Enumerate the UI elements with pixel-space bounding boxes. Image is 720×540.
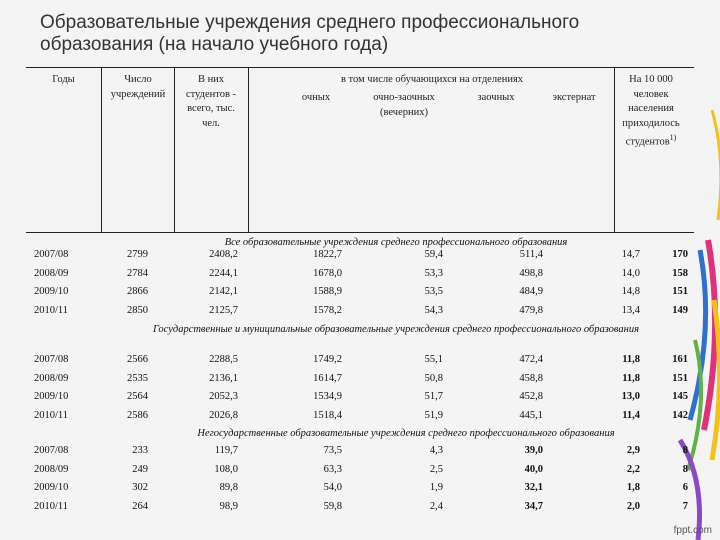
cell-correspondence: 484,9 — [519, 286, 543, 297]
cell-daytime: 1749,2 — [313, 354, 342, 365]
table-row — [26, 501, 698, 519]
cell-institutions: 2850 — [127, 304, 148, 316]
cell-evening: 55,1 — [424, 354, 443, 365]
header-correspondence: заочных — [477, 92, 515, 103]
cell-evening: 4,3 — [429, 445, 443, 456]
cell-daytime: 1588,9 — [313, 286, 342, 297]
col-divider — [614, 67, 615, 232]
cell-external: 2,2 — [626, 463, 640, 475]
table-row — [26, 445, 698, 463]
cell-external: 13,4 — [621, 304, 640, 316]
col-divider — [174, 67, 175, 232]
cell-evening: 2,4 — [429, 500, 443, 512]
table-row — [26, 305, 698, 323]
cell-daytime: 1678,0 — [313, 267, 342, 279]
cell-correspondence: 34,7 — [524, 500, 543, 512]
cell-evening: 53,5 — [424, 286, 443, 297]
col-divider — [101, 67, 102, 232]
footer-brand: fppt.com — [673, 525, 712, 536]
cell-external: 13,0 — [621, 391, 640, 402]
cell-correspondence: 479,8 — [519, 304, 543, 316]
cell-daytime: 1614,7 — [313, 372, 342, 384]
cell-evening: 54,3 — [424, 304, 443, 316]
cell-per-10000: 151 — [672, 372, 688, 384]
cell-external: 1,8 — [626, 482, 640, 493]
cell-daytime: 54,0 — [323, 482, 342, 493]
cell-evening: 51,7 — [424, 391, 443, 402]
cell-per-10000: 8 — [682, 445, 688, 456]
cell-per-10000: 170 — [672, 249, 688, 260]
cell-external: 2,0 — [626, 500, 640, 512]
header-per-10000-text: На 10 000 человек населения приходилось студентов — [622, 74, 680, 148]
cell-correspondence: 39,0 — [524, 445, 543, 456]
table-row — [26, 410, 698, 428]
section-title: Все образовательные учреждения среднего профессионального образования — [224, 237, 568, 248]
cell-external: 11,4 — [622, 409, 640, 421]
cell-per-10000: 158 — [672, 267, 688, 279]
table-row — [26, 482, 698, 500]
cell-daytime: 73,5 — [323, 445, 342, 456]
header-years: Годы — [52, 74, 75, 85]
cell-correspondence: 458,8 — [519, 372, 543, 384]
section-title: Государственные и муниципальные образовательные учреждения среднего профессионального образования — [152, 324, 639, 335]
header-per-10000 — [616, 73, 686, 150]
footnote-marker: 1) — [669, 133, 677, 142]
cell-institutions: 264 — [132, 500, 148, 512]
table-row — [26, 249, 698, 267]
cell-institutions: 2535 — [127, 372, 148, 384]
section-title: Негосударственные образовательные учреждения среднего профессионального образования — [197, 428, 615, 439]
cell-students-total: 2052,3 — [209, 391, 238, 402]
cell-students-total: 2244,1 — [209, 267, 238, 279]
header-institutions: Число учреждений — [110, 74, 166, 100]
cell-per-10000: 7 — [682, 500, 688, 512]
cell-institutions: 233 — [132, 445, 148, 456]
cell-per-10000: 161 — [672, 354, 688, 365]
cell-students-total: 2026,8 — [209, 409, 238, 421]
cell-per-10000: 142 — [672, 409, 688, 421]
cell-per-10000: 151 — [672, 286, 688, 297]
table-row — [26, 373, 698, 391]
cell-students-total: 98,9 — [219, 500, 238, 512]
header-incl-group: в том числе обучающихся на отделениях — [340, 74, 524, 85]
cell-students-total: 2136,1 — [209, 372, 238, 384]
header-daytime: очных — [301, 92, 331, 103]
cell-year: 2007/08 — [34, 249, 69, 260]
cell-correspondence: 511,4 — [519, 249, 543, 260]
cell-institutions: 302 — [132, 482, 148, 493]
cell-daytime: 59,8 — [323, 500, 342, 512]
cell-year: 2008/09 — [34, 463, 69, 475]
cell-institutions: 2566 — [127, 354, 148, 365]
cell-year: 2009/10 — [34, 286, 69, 297]
cell-evening: 53,3 — [424, 267, 443, 279]
cell-external: 11,8 — [622, 372, 640, 384]
cell-students-total: 2125,7 — [209, 304, 238, 316]
cell-year: 2010/11 — [34, 409, 69, 421]
cell-evening: 59,4 — [424, 249, 443, 260]
cell-institutions: 2866 — [127, 286, 148, 297]
cell-correspondence: 32,1 — [524, 482, 543, 493]
cell-students-total: 89,8 — [219, 482, 238, 493]
cell-correspondence: 445,1 — [519, 409, 543, 421]
cell-per-10000: 8 — [682, 463, 688, 475]
cell-evening: 1,9 — [429, 482, 443, 493]
table-row — [26, 464, 698, 482]
cell-daytime: 63,3 — [323, 463, 342, 475]
cell-year: 2009/10 — [34, 482, 69, 493]
table-top-rule — [26, 67, 694, 68]
cell-institutions: 2799 — [127, 249, 148, 260]
cell-evening: 51,9 — [424, 409, 443, 421]
cell-year: 2010/11 — [34, 304, 69, 316]
cell-daytime: 1822,7 — [313, 249, 342, 260]
cell-institutions: 2784 — [127, 267, 148, 279]
header-external: экстернат — [552, 92, 596, 103]
statistics-table — [26, 67, 698, 515]
cell-correspondence: 472,4 — [519, 354, 543, 365]
col-divider — [248, 67, 249, 232]
cell-external: 14,7 — [621, 249, 640, 260]
cell-external: 11,8 — [622, 354, 640, 365]
cell-external: 14,8 — [621, 286, 640, 297]
table-row — [26, 391, 698, 409]
header-students-total: В них студентов - всего, тыс. чел. — [185, 74, 237, 129]
cell-per-10000: 145 — [672, 391, 688, 402]
cell-students-total: 2408,2 — [209, 249, 238, 260]
cell-per-10000: 6 — [682, 482, 688, 493]
slide-title: Образовательные учреждения среднего профессионального образования (на начало учебного года) — [40, 12, 580, 55]
cell-daytime: 1534,9 — [313, 391, 342, 402]
cell-year: 2009/10 — [34, 391, 69, 402]
cell-students-total: 2288,5 — [209, 354, 238, 365]
cell-students-total: 119,7 — [214, 445, 238, 456]
cell-correspondence: 498,8 — [519, 267, 543, 279]
cell-institutions: 2564 — [127, 391, 148, 402]
cell-correspondence: 40,0 — [524, 463, 543, 475]
cell-correspondence: 452,8 — [519, 391, 543, 402]
table-row — [26, 354, 698, 372]
table-row — [26, 286, 698, 304]
table-row — [26, 268, 698, 286]
cell-year: 2007/08 — [34, 445, 69, 456]
cell-students-total: 108,0 — [214, 463, 238, 475]
cell-external: 14,0 — [621, 267, 640, 279]
cell-external: 2,9 — [626, 445, 640, 456]
cell-year: 2010/11 — [34, 500, 69, 512]
cell-evening: 2,5 — [429, 463, 443, 475]
cell-students-total: 2142,1 — [209, 286, 238, 297]
header-bottom-rule — [26, 232, 694, 233]
cell-daytime: 1578,2 — [313, 304, 342, 316]
header-evening: очно-заочных (вечерних) — [373, 92, 435, 118]
cell-per-10000: 149 — [672, 304, 688, 316]
cell-institutions: 2586 — [127, 409, 148, 421]
cell-institutions: 249 — [132, 463, 148, 475]
cell-year: 2008/09 — [34, 372, 69, 384]
cell-year: 2008/09 — [34, 267, 69, 279]
cell-daytime: 1518,4 — [313, 409, 342, 421]
cell-evening: 50,8 — [424, 372, 443, 384]
cell-year: 2007/08 — [34, 354, 69, 365]
